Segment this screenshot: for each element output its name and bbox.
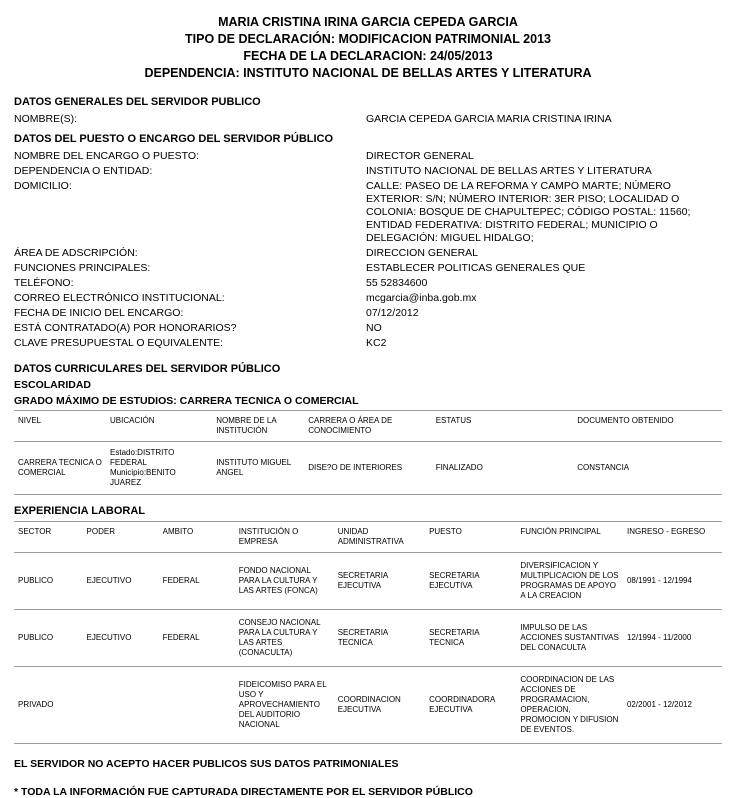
- telefono-value: 55 52834600: [366, 277, 428, 289]
- col-institucion: NOMBRE DE LA INSTITUCIÓN: [212, 411, 304, 442]
- cell-institucion-empresa: FIDEICOMISO PARA EL USO Y APROVECHAMIENTO DEL AUDITORIO NACIONAL: [235, 667, 334, 744]
- table-header-row: [14, 411, 722, 442]
- cell-estatus: FINALIZADO: [432, 442, 574, 495]
- cell-poder: EJECUTIVO: [83, 610, 159, 667]
- cell-ingreso-egreso: 12/1994 - 11/2000: [623, 610, 722, 667]
- table-row: [14, 179, 722, 246]
- cell-puesto: COORDINADORA EJECUTIVA: [425, 667, 516, 744]
- table-row: [14, 246, 722, 261]
- domicilio-label: DOMICILIO:: [14, 180, 72, 192]
- header-fecha-declaracion: FECHA DE LA DECLARACION: 24/05/2013: [243, 49, 493, 63]
- cell-unidad-administrativa: SECRETARIA TECNICA: [334, 610, 425, 667]
- cell-ambito: FEDERAL: [159, 610, 235, 667]
- telefono-label: TELÉFONO:: [14, 277, 74, 289]
- datos-puesto-table: [14, 149, 722, 351]
- cell-puesto: SECRETARIA TECNICA: [425, 610, 516, 667]
- cell-sector: PRIVADO: [14, 667, 83, 744]
- footer-note-datos-patrimoniales: EL SERVIDOR NO ACEPTO HACER PUBLICOS SUS DATOS PATRIMONIALES: [14, 758, 399, 770]
- col-documento: DOCUMENTO OBTENIDO: [573, 411, 722, 442]
- section-title-experiencia-laboral: EXPERIENCIA LABORAL: [14, 505, 145, 517]
- document-header: [14, 14, 722, 82]
- experiencia-laboral-table: [14, 521, 722, 744]
- cell-poder: [83, 667, 159, 744]
- subsection-escolaridad: ESCOLARIDAD: [14, 379, 92, 391]
- cell-unidad-administrativa: COORDINACION EJECUTIVA: [334, 667, 425, 744]
- header-name: MARIA CRISTINA IRINA GARCIA CEPEDA GARCIA: [218, 15, 518, 29]
- table-row: [14, 276, 722, 291]
- table-row: [14, 321, 722, 336]
- dependencia-label: DEPENDENCIA O ENTIDAD:: [14, 165, 153, 177]
- table-row: [14, 112, 722, 127]
- table-row: [14, 149, 722, 164]
- col-carrera: CARRERA O ÁREA DE CONOCIMIENTO: [304, 411, 431, 442]
- col-ambito: AMBITO: [159, 522, 235, 553]
- cell-ambito: FEDERAL: [159, 553, 235, 610]
- col-nivel: NIVEL: [14, 411, 106, 442]
- clave-presupuestal-value: KC2: [366, 337, 387, 349]
- table-row: [14, 291, 722, 306]
- honorarios-value: NO: [366, 322, 382, 334]
- footer-note-captura: * TODA LA INFORMACIÓN FUE CAPTURADA DIRECTAMENTE POR EL SERVIDOR PÚBLICO: [14, 786, 473, 798]
- nombre-label: NOMBRE(S):: [14, 113, 77, 125]
- fecha-inicio-label: FECHA DE INICIO DEL ENCARGO:: [14, 307, 184, 319]
- cell-sector: PUBLICO: [14, 553, 83, 610]
- table-row: [14, 306, 722, 321]
- header-dependencia: DEPENDENCIA: INSTITUTO NACIONAL DE BELLAS ARTES Y LITERATURA: [144, 66, 592, 80]
- col-estatus: ESTATUS: [432, 411, 574, 442]
- cell-ambito: [159, 667, 235, 744]
- cell-nivel: CARRERA TECNICA O COMERCIAL: [14, 442, 106, 495]
- cell-institucion: INSTITUTO MIGUEL ANGEL: [212, 442, 304, 495]
- cell-ingreso-egreso: 02/2001 - 12/2012: [623, 667, 722, 744]
- cell-poder: EJECUTIVO: [83, 553, 159, 610]
- col-puesto: PUESTO: [425, 522, 516, 553]
- cell-unidad-administrativa: SECRETARIA EJECUTIVA: [334, 553, 425, 610]
- table-row: [14, 261, 722, 276]
- table-row: [14, 336, 722, 351]
- col-ubicacion: UBICACIÓN: [106, 411, 212, 442]
- grado-maximo-estudios: GRADO MÁXIMO DE ESTUDIOS: CARRERA TECNICA O COMERCIAL: [14, 395, 359, 407]
- section-title-datos-generales: DATOS GENERALES DEL SERVIDOR PUBLICO: [14, 96, 261, 108]
- table-row: [14, 553, 722, 610]
- datos-generales-table: [14, 112, 722, 127]
- cell-carrera: DISE?O DE INTERIORES: [304, 442, 431, 495]
- col-institucion-empresa: INSTITUCIÓN O EMPRESA: [235, 522, 334, 553]
- clave-presupuestal-label: CLAVE PRESUPUESTAL O EQUIVALENTE:: [14, 337, 224, 349]
- table-row: [14, 164, 722, 179]
- section-title-datos-puesto: DATOS DEL PUESTO O ENCARGO DEL SERVIDOR PÚBLICO: [14, 133, 334, 145]
- cell-ingreso-egreso: 08/1991 - 12/1994: [623, 553, 722, 610]
- table-row: [14, 442, 722, 495]
- fecha-inicio-value: 07/12/2012: [366, 307, 419, 319]
- escolaridad-table: [14, 410, 722, 495]
- col-unidad-administrativa: UNIDAD ADMINISTRATIVA: [334, 522, 425, 553]
- correo-value: mcgarcia@inba.gob.mx: [366, 292, 477, 304]
- cell-funcion-principal: IMPULSO DE LAS ACCIONES SUSTANTIVAS DEL CONACULTA: [516, 610, 623, 667]
- cell-ubicacion: Estado:DISTRITO FEDERAL Municipio:BENITO JUAREZ: [106, 442, 212, 495]
- table-row: [14, 667, 722, 744]
- cell-documento: CONSTANCIA: [573, 442, 722, 495]
- area-adscripcion-label: ÁREA DE ADSCRIPCIÓN:: [14, 247, 138, 259]
- honorarios-label: ESTÁ CONTRATADO(A) POR HONORARIOS?: [14, 322, 237, 334]
- area-adscripcion-value: DIRECCION GENERAL: [366, 247, 479, 259]
- table-row: [14, 610, 722, 667]
- col-ingreso-egreso: INGRESO - EGRESO: [623, 522, 722, 553]
- header-tipo-declaracion: TIPO DE DECLARACIÓN: MODIFICACION PATRIMONIAL 2013: [185, 32, 551, 46]
- col-poder: PODER: [83, 522, 159, 553]
- funciones-label: FUNCIONES PRINCIPALES:: [14, 262, 151, 274]
- col-funcion-principal: FUNCIÓN PRINCIPAL: [516, 522, 623, 553]
- domicilio-value: CALLE: PASEO DE LA REFORMA Y CAMPO MARTE; NÚMERO EXTERIOR: S/N; NÚMERO INTERIOR: 3ER PISO; LOCALIDAD O COLONIA: BOSQUE DE CHAPULTEPEC; CÓDIGO POSTAL: 11560; ENTIDAD FEDERATIVA: DISTRITO FEDERAL; MUNICIPIO O DELEGACIÓN: MIGUEL HIDALGO;: [366, 180, 691, 244]
- nombre-value: GARCIA CEPEDA GARCIA MARIA CRISTINA IRINA: [366, 113, 612, 125]
- dependencia-value: INSTITUTO NACIONAL DE BELLAS ARTES Y LITERATURA: [366, 165, 652, 177]
- cell-sector: PUBLICO: [14, 610, 83, 667]
- funciones-value: ESTABLECER POLITICAS GENERALES QUE: [366, 262, 586, 274]
- section-title-datos-curriculares: DATOS CURRICULARES DEL SERVIDOR PÚBLICO: [14, 363, 281, 375]
- cell-funcion-principal: COORDINACION DE LAS ACCIONES DE PROGRAMACION, OPERACION, PROMOCION Y DIFUSION DE EVENTOS.: [516, 667, 623, 744]
- cell-institucion-empresa: CONSEJO NACIONAL PARA LA CULTURA Y LAS ARTES (CONACULTA): [235, 610, 334, 667]
- correo-label: CORREO ELECTRÓNICO INSTITUCIONAL:: [14, 292, 225, 304]
- cell-institucion-empresa: FONDO NACIONAL PARA LA CULTURA Y LAS ARTES (FONCA): [235, 553, 334, 610]
- col-sector: SECTOR: [14, 522, 83, 553]
- puesto-value: DIRECTOR GENERAL: [366, 150, 474, 162]
- cell-puesto: SECRETARIA EJECUTIVA: [425, 553, 516, 610]
- puesto-label: NOMBRE DEL ENCARGO O PUESTO:: [14, 150, 199, 162]
- table-header-row: [14, 522, 722, 553]
- cell-funcion-principal: DIVERSIFICACION Y MULTIPLICACION DE LOS PROGRAMAS DE APOYO A LA CREACION: [516, 553, 623, 610]
